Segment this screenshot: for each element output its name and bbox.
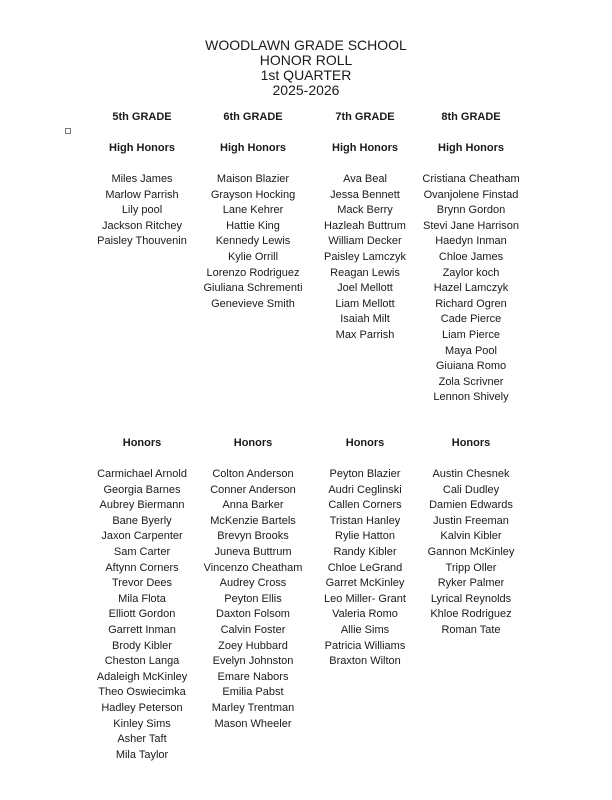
student-name: Rylie Hatton bbox=[335, 530, 395, 543]
student-name: Zoey Hubbard bbox=[218, 639, 288, 652]
student-name: Allie Sims bbox=[340, 623, 390, 636]
student-name: Aubrey Biermann bbox=[99, 499, 185, 512]
student-name: Cade Pierce bbox=[440, 313, 502, 326]
student-name: Damien Edwards bbox=[429, 499, 513, 512]
student-name: Cali Dudley bbox=[442, 483, 500, 496]
grade-heading: 7th GRADE bbox=[335, 111, 395, 123]
high-honors-list bbox=[396, 172, 546, 406]
student-name: Vincenzo Cheatham bbox=[203, 561, 303, 574]
student-name: Giuiana Romo bbox=[435, 360, 507, 373]
student-name: Lily pool bbox=[121, 204, 163, 217]
student-name: Valeria Romo bbox=[332, 608, 398, 621]
student-name: Hadley Peterson bbox=[101, 701, 183, 714]
student-name: Juneva Buttrum bbox=[214, 545, 292, 558]
student-name: Max Parrish bbox=[335, 328, 395, 341]
student-name: Jackson Ritchey bbox=[101, 219, 183, 232]
student-name: Miles James bbox=[111, 173, 173, 185]
student-name: Daxton Folsom bbox=[216, 608, 290, 621]
student-name: Lyrical Reynolds bbox=[430, 592, 512, 605]
high-honors-heading: High Honors bbox=[332, 142, 398, 154]
student-name: Callen Corners bbox=[328, 499, 402, 512]
student-name: Brevyn Brooks bbox=[217, 530, 289, 543]
student-name: Giuliana Schrementi bbox=[203, 282, 303, 295]
student-name: Emare Nabors bbox=[217, 670, 289, 683]
student-name: Cheston Langa bbox=[104, 655, 180, 668]
student-name: Marley Trentman bbox=[211, 701, 295, 714]
student-name: Joel Mellott bbox=[337, 282, 393, 295]
student-name: Elliott Gordon bbox=[108, 608, 176, 621]
student-name: Mila Flota bbox=[118, 592, 166, 605]
honors-heading: Honors bbox=[451, 437, 491, 449]
student-name: Evelyn Johnston bbox=[212, 655, 294, 668]
student-name: Richard Ogren bbox=[435, 297, 507, 310]
student-name: Peyton Ellis bbox=[224, 592, 282, 605]
student-name: Randy Kibler bbox=[333, 545, 397, 558]
student-name: Peyton Blazier bbox=[329, 468, 401, 480]
student-name: Haedyn Inman bbox=[435, 235, 507, 248]
student-name: Maison Blazier bbox=[216, 173, 290, 185]
student-name: Audri Ceglinski bbox=[328, 483, 402, 496]
honors-heading: Honors bbox=[233, 437, 273, 449]
school-name: WOODLAWN GRADE SCHOOL bbox=[205, 37, 407, 53]
student-name: Kylie Orrill bbox=[227, 250, 279, 263]
student-name: Kalvin Kibler bbox=[440, 530, 502, 543]
student-name: Chloe LeGrand bbox=[327, 561, 403, 574]
high-honors-heading: High Honors bbox=[220, 142, 286, 154]
student-name: Colton Anderson bbox=[212, 468, 294, 480]
grade-heading: 5th GRADE bbox=[112, 111, 172, 123]
student-name: Theo Oswiecimka bbox=[98, 686, 186, 699]
student-name: Georgia Barnes bbox=[103, 483, 181, 496]
student-name: Aftynn Corners bbox=[105, 561, 179, 574]
student-name: Liam Pierce bbox=[441, 328, 501, 341]
student-name: Ovanjolene Finstad bbox=[423, 188, 519, 201]
grade-heading: 8th GRADE bbox=[441, 111, 501, 123]
student-name: Liam Mellott bbox=[335, 297, 395, 310]
student-name: Anna Barker bbox=[222, 499, 284, 512]
student-name: Hattie King bbox=[226, 219, 280, 232]
student-name: Isaiah Milt bbox=[340, 313, 390, 326]
student-name: Braxton Wilton bbox=[329, 655, 401, 668]
student-name: Kinley Sims bbox=[113, 717, 171, 730]
student-name: Paisley Thouvenin bbox=[97, 235, 187, 248]
student-name: Kennedy Lewis bbox=[215, 235, 291, 248]
student-name: Lane Kehrer bbox=[222, 204, 284, 217]
student-name: Emilia Pabst bbox=[222, 686, 284, 699]
student-name: Zola Scrivner bbox=[438, 375, 504, 388]
student-name: Brynn Gordon bbox=[436, 204, 506, 217]
student-name: Paisley Lamczyk bbox=[324, 250, 406, 263]
student-name: Trevor Dees bbox=[111, 577, 173, 590]
school-year: 2025-2026 bbox=[272, 82, 340, 98]
student-name: Garret McKinley bbox=[325, 577, 405, 590]
student-name: Chloe James bbox=[438, 250, 504, 263]
student-name: Carmichael Arnold bbox=[97, 468, 187, 480]
student-name: Garrett Inman bbox=[108, 623, 176, 636]
student-name: McKenzie Bartels bbox=[210, 514, 296, 527]
student-name: Austin Chesnek bbox=[432, 468, 510, 480]
honors-list bbox=[396, 467, 546, 639]
student-name: Mason Wheeler bbox=[214, 717, 292, 730]
checkbox-mark bbox=[65, 128, 71, 134]
student-name: Tripp Oller bbox=[445, 561, 497, 574]
student-name: Justin Freeman bbox=[433, 514, 509, 527]
high-honors-heading: High Honors bbox=[109, 142, 175, 154]
student-name: Tristan Hanley bbox=[329, 514, 401, 527]
student-name: Asher Taft bbox=[117, 733, 167, 746]
student-name: Ryker Palmer bbox=[437, 577, 505, 590]
student-name: Jessa Bennett bbox=[330, 188, 400, 201]
document-title: HONOR ROLL bbox=[259, 52, 353, 68]
student-name: Mack Berry bbox=[337, 204, 393, 217]
student-name: Brody Kibler bbox=[112, 639, 172, 652]
student-name: William Decker bbox=[328, 235, 402, 248]
student-name: Patricia Williams bbox=[324, 639, 406, 652]
high-honors-heading: High Honors bbox=[438, 142, 504, 154]
student-name: Audrey Cross bbox=[219, 577, 287, 590]
student-name: Genevieve Smith bbox=[211, 297, 295, 310]
student-name: Gannon McKinley bbox=[427, 545, 515, 558]
student-name: Lorenzo Rodriguez bbox=[206, 266, 300, 279]
student-name: Roman Tate bbox=[441, 623, 501, 636]
student-name: Reagan Lewis bbox=[330, 266, 400, 279]
grade-heading: 6th GRADE bbox=[223, 111, 283, 123]
student-name: Grayson Hocking bbox=[210, 188, 296, 201]
honors-heading: Honors bbox=[122, 437, 162, 449]
student-name: Maya Pool bbox=[445, 344, 497, 357]
student-name: Mila Taylor bbox=[115, 748, 169, 761]
student-name: Cristiana Cheatham bbox=[422, 173, 520, 185]
student-name: Hazleah Buttrum bbox=[324, 219, 406, 232]
student-name: Ava Beal bbox=[343, 173, 387, 185]
student-name: Conner Anderson bbox=[210, 483, 296, 496]
honors-heading: Honors bbox=[345, 437, 385, 449]
student-name: Marlow Parrish bbox=[105, 188, 179, 201]
student-name: Sam Carter bbox=[113, 545, 171, 558]
student-name: Bane Byerly bbox=[112, 514, 172, 527]
student-name: Jaxon Carpenter bbox=[101, 530, 183, 543]
quarter-label: 1st QUARTER bbox=[260, 67, 352, 83]
student-name: Zaylor koch bbox=[442, 266, 500, 279]
student-name: Leo Miller- Grant bbox=[324, 592, 406, 605]
student-name: Calvin Foster bbox=[220, 623, 286, 636]
student-name: Stevi Jane Harrison bbox=[423, 219, 519, 232]
student-name: Adaleigh McKinley bbox=[96, 670, 188, 683]
student-name: Lennon Shively bbox=[433, 391, 509, 404]
student-name: Hazel Lamczyk bbox=[433, 282, 509, 295]
student-name: Khloe Rodriguez bbox=[430, 608, 512, 621]
